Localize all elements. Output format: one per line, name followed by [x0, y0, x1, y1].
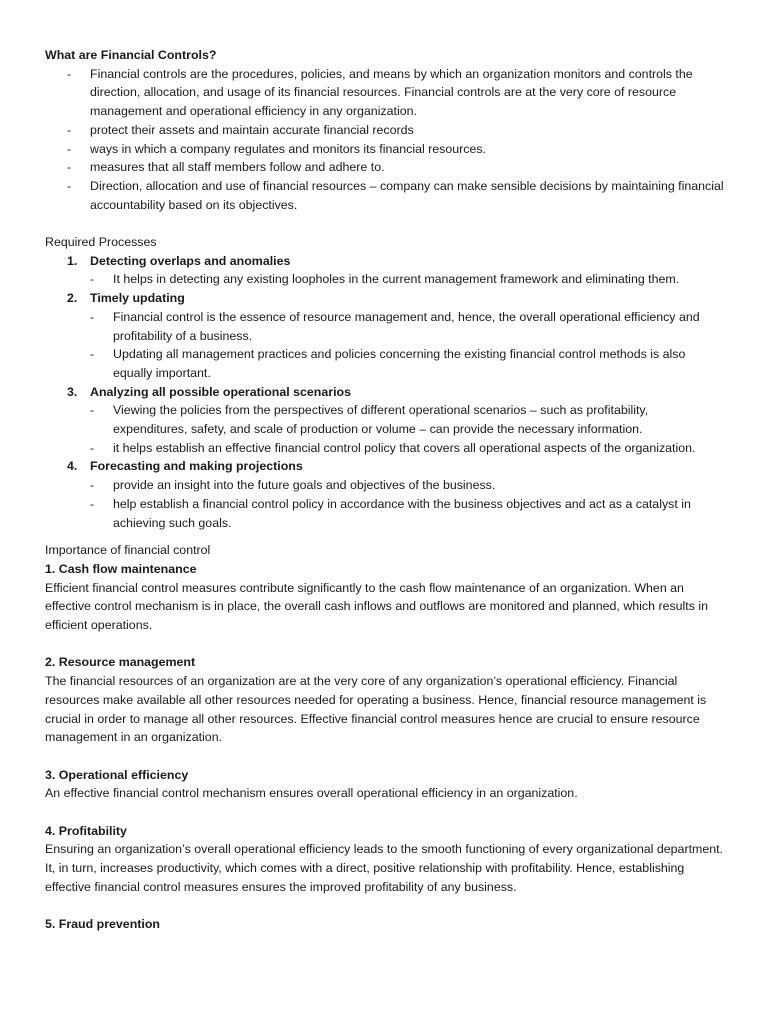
process-number: 3.	[67, 384, 78, 399]
process-title-text: Analyzing all possible operational scenarios	[90, 384, 351, 399]
spacer	[45, 747, 725, 766]
spacer	[45, 532, 725, 541]
importance-item-profitability	[45, 822, 725, 897]
section-heading-required-processes: Required Processes	[45, 235, 157, 250]
list-item: - Financial control is the essence of resource management and, hence, the overall operational efficiency and profitability of a business.	[45, 308, 725, 345]
process-number: 4.	[67, 459, 78, 474]
process-item-2	[45, 289, 725, 383]
process-item-3	[45, 383, 725, 458]
process-title-text: Detecting overlaps and anomalies	[90, 253, 291, 268]
importance-paragraph: An effective financial control mechanism ensures overall operational efficiency in an organization.	[45, 786, 578, 801]
process-title-text: Timely updating	[90, 291, 185, 306]
list-item: - ways in which a company regulates and monitors its financial resources.	[45, 140, 725, 159]
process-item-1	[45, 252, 725, 289]
importance-item-cash-flow	[45, 560, 725, 635]
process-bullet-list	[45, 476, 725, 532]
spacer	[45, 635, 725, 654]
spacer	[45, 897, 725, 916]
importance-paragraph: The financial resources of an organization are at the very core of any organization’s operational efficiency. Financial resources make available all other resources needed for operating a business. Hence, financial resource management is crucial in order to manage all other resources. Effective financial control measures hence are crucial to ensure resource management in an organization.	[45, 674, 707, 745]
importance-subheading: 4. Profitability	[45, 823, 127, 838]
process-bullet-list	[45, 270, 725, 289]
list-item: - provide an insight into the future goals and objectives of the business.	[45, 476, 725, 495]
importance-subheading: 5. Fraud prevention	[45, 917, 160, 932]
importance-subheading: 1. Cash flow maintenance	[45, 561, 197, 576]
list-item: - Updating all management practices and policies concerning the existing financial control methods is also equally important.	[45, 345, 725, 382]
importance-paragraph: Efficient financial control measures contribute significantly to the cash flow maintenance of an organization. When an effective control mechanism is in place, the overall cash inflows and outflows are monitored and planned, which results in efficient operations.	[45, 580, 709, 633]
importance-item-fraud-prevention	[45, 915, 725, 934]
list-item: - Viewing the policies from the perspectives of different operational scenarios – such as profitability, expenditures, safety, and scale of production or volume – can provide the necessary information.	[45, 401, 725, 438]
list-item: - It helps in detecting any existing loopholes in the current management framework and eliminating them.	[45, 270, 725, 289]
process-title	[45, 252, 725, 271]
process-title	[45, 457, 725, 476]
process-title-text: Forecasting and making projections	[90, 459, 303, 474]
spacer	[45, 214, 725, 233]
importance-item-operational-efficiency	[45, 766, 725, 803]
process-title	[45, 383, 725, 402]
list-item: - it helps establish an effective financial control policy that covers all operational aspects of the organization.	[45, 439, 725, 458]
importance-subheading: 2. Resource management	[45, 655, 196, 670]
process-number: 1.	[67, 253, 78, 268]
list-item: - measures that all staff members follow and adhere to.	[45, 158, 725, 177]
importance-paragraph: Ensuring an organization’s overall operational efficiency leads to the smooth functioning of every organizational department. It, in turn, increases productivity, which comes with a direct, positive relationship with profitability. Hence, establishing effective financial control measures ensures the improved profitability of any business.	[45, 842, 723, 894]
process-number: 2.	[67, 291, 78, 306]
importance-item-resource-management	[45, 653, 725, 747]
importance-subheading: 3. Operational efficiency	[45, 767, 189, 782]
section-heading-what-are-financial-controls: What are Financial Controls?	[45, 48, 217, 62]
process-bullet-list	[45, 308, 725, 383]
document-page	[45, 46, 725, 934]
process-bullet-list	[45, 401, 725, 457]
list-item: - protect their assets and maintain accurate financial records	[45, 121, 725, 140]
section-heading-importance: Importance of financial control	[45, 543, 211, 558]
financial-controls-bullet-list	[45, 65, 725, 215]
process-title	[45, 289, 725, 308]
spacer	[45, 803, 725, 822]
list-item: - Direction, allocation and use of financial resources – company can make sensible decisions by maintaining financial accountability based on its objectives.	[45, 177, 725, 214]
process-item-4	[45, 457, 725, 532]
list-item: - help establish a financial control policy in accordance with the business objectives and act as a catalyst in achieving such goals.	[45, 495, 725, 532]
list-item: - Financial controls are the procedures, policies, and means by which an organization monitors and controls the direction, allocation, and usage of its financial resources. Financial controls are at the very core of resource management and operational efficiency in any organization.	[45, 65, 725, 121]
